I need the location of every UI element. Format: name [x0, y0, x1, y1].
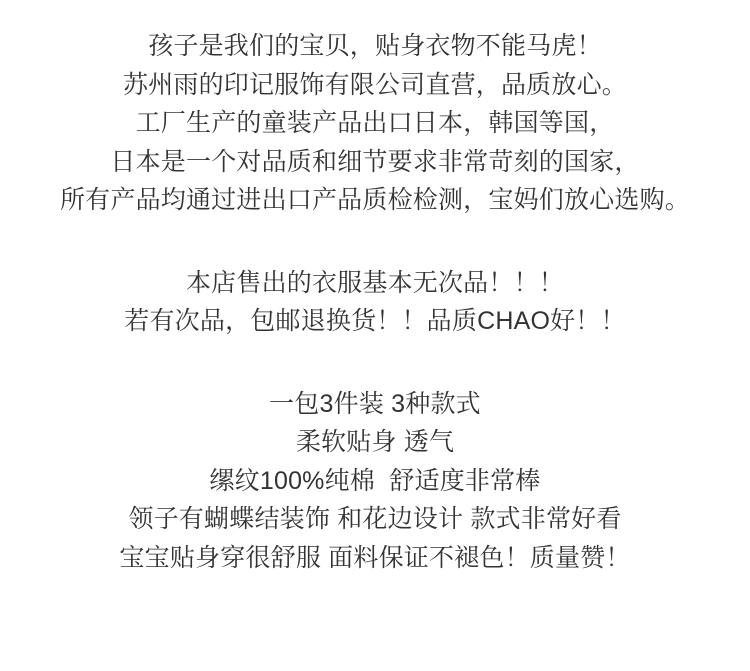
intro-paragraph: [0, 27, 750, 220]
description-line: 所有产品均通过进出口产品质检检测，宝妈们放心选购。: [59, 186, 690, 214]
description-line: 领子有蝴蝶结装饰 和花边设计 款式非常好看: [128, 505, 622, 533]
description-line: 若有次品，包邮退换货！！品质CHAO好！！: [124, 307, 626, 335]
description-line: 本店售出的衣服基本无次品！！！: [185, 268, 564, 297]
description-line: 缧纹100%纯棉 舒适度非常棒: [209, 466, 541, 495]
description-line: 一包3件装 3种款式: [269, 389, 481, 418]
description-line: 宝宝贴身穿很舒服 面料保证不褪色！质量赞！: [119, 543, 631, 572]
product-features-paragraph: [0, 385, 750, 578]
quality-promise-paragraph: [0, 264, 750, 341]
description-line: 工厂生产的童装产品出口日本，韩国等国，: [135, 109, 615, 137]
description-line: 苏州雨的印记服饰有限公司直营，品质放心。: [122, 70, 627, 99]
description-line: 孩子是我们的宝贝，贴身衣物不能马虎！: [148, 32, 602, 60]
description-line: 日本是一个对品质和细节要求非常苛刻的国家，: [110, 147, 640, 176]
description-line: 柔软贴身 透气: [295, 428, 455, 456]
